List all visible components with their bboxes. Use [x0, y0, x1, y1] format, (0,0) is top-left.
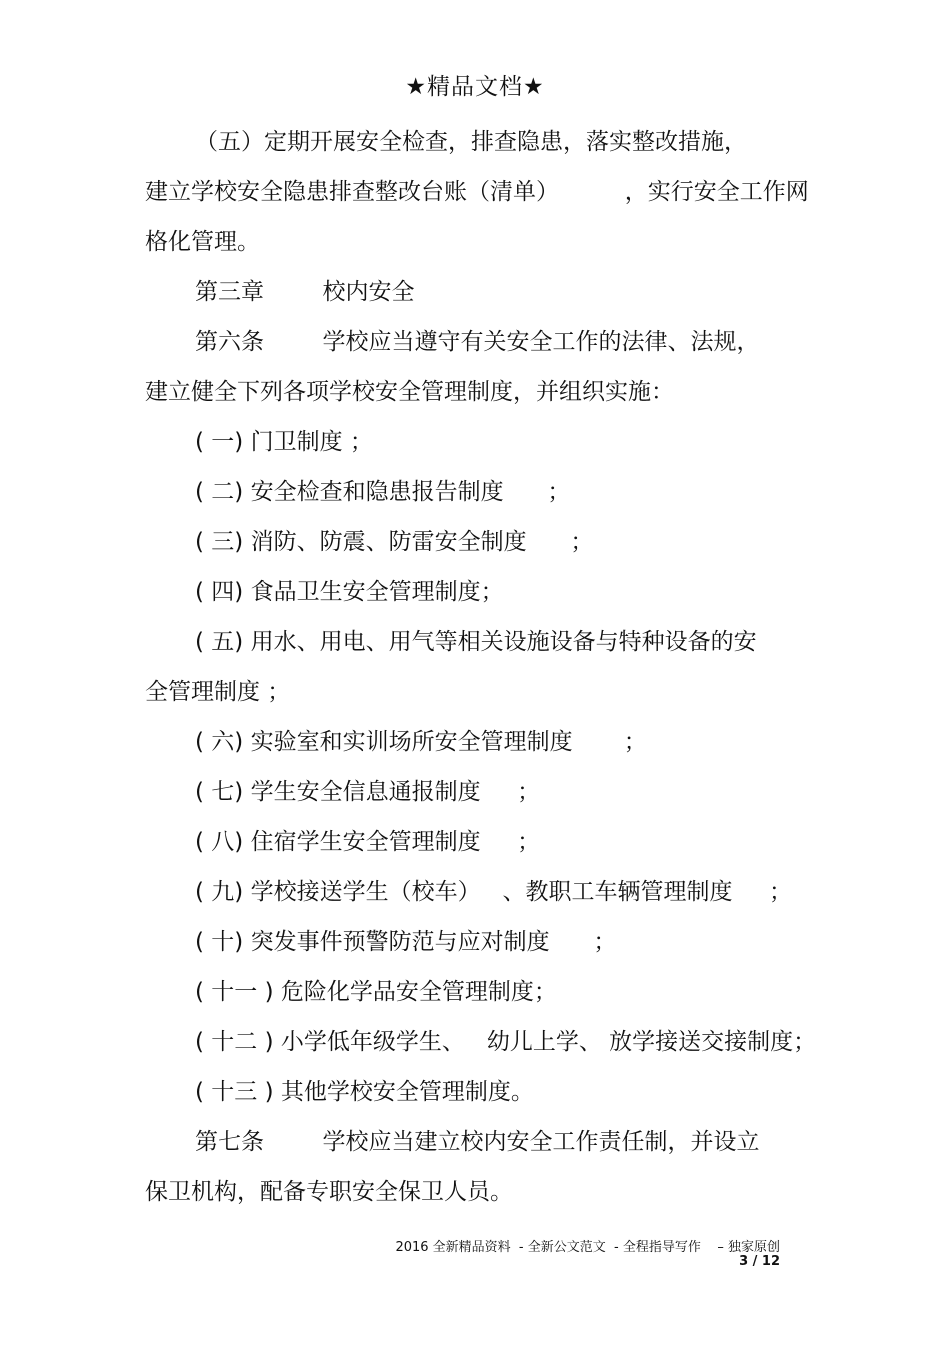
list-item: ( 七) 学生安全信息通报制度 ；: [195, 779, 541, 805]
chapter-heading: 第三章 校内安全: [195, 279, 415, 305]
list-item: ( 十二 ) 小学低年级学生、 幼儿上学、 放学接送交接制度；: [195, 1029, 817, 1055]
list-item: ( 二) 安全检查和隐患报告制度 ；: [195, 479, 571, 505]
paragraph-line: 建立健全下列各项学校安全管理制度，并组织实施：: [145, 379, 674, 405]
list-item: ( 一) 门卫制度 ；: [195, 429, 373, 455]
list-item: ( 八) 住宿学生安全管理制度 ；: [195, 829, 541, 855]
list-item: ( 九) 学校接送学生（校车） 、教职工车辆管理制度 ；: [195, 879, 793, 905]
list-item: ( 四) 食品卫生安全管理制度；: [195, 579, 504, 605]
document-header-title: ★精品文档★: [405, 74, 545, 100]
list-item: ( 三) 消防、防震、防雷安全制度 ；: [195, 529, 594, 555]
document-footer: 2016 全新精品资料 - 全新公文范文 - 全程指导写作 – 独家原创: [395, 1240, 780, 1255]
list-item-continuation: 全管理制度 ；: [145, 679, 291, 705]
list-item: ( 十一 ) 危险化学品安全管理制度；: [195, 979, 557, 1005]
paragraph-line: （五）定期开展安全检查，排查隐患，落实整改措施，: [195, 129, 747, 155]
paragraph-line: 格化管理。: [145, 229, 260, 255]
list-item: ( 六) 实验室和实训场所安全管理制度 ；: [195, 729, 647, 755]
list-item: ( 五) 用水、用电、用气等相关设施设备与特种设备的安: [195, 629, 757, 655]
paragraph-line: 建立学校安全隐患排查整改台账（清单） ，实行安全工作网: [145, 179, 809, 205]
paragraph-line: 保卫机构，配备专职安全保卫人员。: [145, 1179, 513, 1205]
list-item: ( 十三 ) 其他学校安全管理制度。: [195, 1079, 534, 1105]
article-line: 第七条 学校应当建立校内安全工作责任制，并设立: [195, 1129, 760, 1155]
article-line: 第六条 学校应当遵守有关安全工作的法律、法规，: [195, 329, 760, 355]
list-item: ( 十) 突发事件预警防范与应对制度 ；: [195, 929, 617, 955]
page-number: 3 / 12: [739, 1254, 780, 1269]
